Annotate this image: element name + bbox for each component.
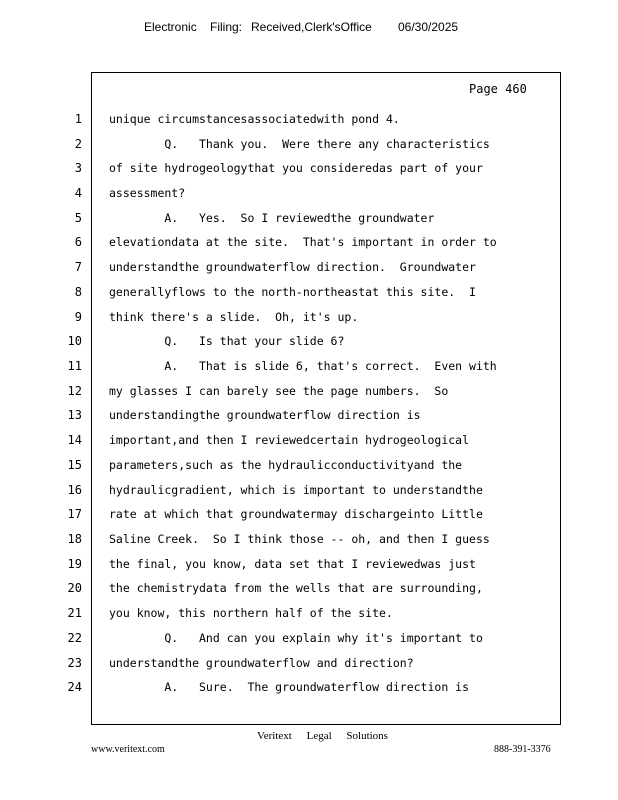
line-number: 23 bbox=[67, 656, 82, 670]
filing-header bbox=[0, 20, 618, 36]
line-text: Saline Creek. So I think those -- oh, and then I guess bbox=[109, 532, 490, 546]
line-text: of site hydrogeologythat you consideredas part of your bbox=[109, 161, 483, 175]
line-text: think there's a slide. Oh, it's up. bbox=[109, 310, 359, 324]
line-text: understandthe groundwaterflow and direction? bbox=[109, 656, 414, 670]
line-number: 17 bbox=[67, 507, 82, 521]
line-text: the chemistrydata from the wells that are surrounding, bbox=[109, 581, 483, 595]
filing-received: Received,Clerk'sOffice bbox=[251, 20, 372, 34]
line-number: 24 bbox=[67, 680, 82, 694]
line-number: 8 bbox=[74, 285, 82, 299]
line-text: A. Yes. So I reviewedthe groundwater bbox=[109, 211, 435, 225]
line-text: you know, this northern half of the site. bbox=[109, 606, 393, 620]
line-number: 22 bbox=[67, 631, 82, 645]
line-text: Q. And can you explain why it's important to bbox=[109, 631, 483, 645]
line-number: 21 bbox=[67, 606, 82, 620]
line-number: 13 bbox=[67, 408, 82, 422]
line-text: important,and then I reviewedcertain hydrogeological bbox=[109, 433, 470, 447]
line-number: 19 bbox=[67, 557, 82, 571]
filing-date: 06/30/2025 bbox=[398, 20, 459, 34]
line-number: 14 bbox=[67, 433, 82, 447]
line-text: the final, you know, data set that I reviewedwas just bbox=[109, 557, 476, 571]
filing-electronic: Electronic bbox=[144, 20, 197, 34]
line-text: understandthe groundwaterflow direction. Groundwater bbox=[109, 260, 476, 274]
line-text: assessment? bbox=[109, 186, 186, 200]
line-text: Q. Is that your slide 6? bbox=[109, 334, 345, 348]
line-number: 9 bbox=[74, 310, 82, 324]
line-text: my glasses I can barely see the page numbers. So bbox=[109, 384, 449, 398]
line-text: A. Sure. The groundwaterflow direction is bbox=[109, 680, 470, 694]
page-number: Page 460 bbox=[469, 82, 527, 96]
footer-brand-solutions: Solutions bbox=[346, 730, 388, 742]
line-number: 6 bbox=[74, 235, 82, 249]
line-number: 2 bbox=[74, 137, 82, 151]
line-number: 10 bbox=[67, 334, 82, 348]
line-text: rate at which that groundwatermay dischargeinto Little bbox=[109, 507, 483, 521]
line-text: hydraulicgradient, which is important to understandthe bbox=[109, 483, 483, 497]
footer-website: www.veritext.com bbox=[91, 744, 165, 755]
line-number: 7 bbox=[74, 260, 82, 274]
line-text: generallyflows to the north-northeastat this site. I bbox=[109, 285, 476, 299]
line-number: 15 bbox=[67, 458, 82, 472]
line-text: understandingthe groundwaterflow direction is bbox=[109, 408, 421, 422]
line-number: 5 bbox=[74, 211, 82, 225]
footer-brand-veritext: Veritext bbox=[257, 730, 292, 742]
footer-brand-legal: Legal bbox=[306, 730, 332, 742]
line-text: Q. Thank you. Were there any characteristics bbox=[109, 137, 490, 151]
line-number: 1 bbox=[74, 112, 82, 126]
line-text: unique circumstancesassociatedwith pond 4. bbox=[109, 112, 400, 126]
line-text: A. That is slide 6, that's correct. Even with bbox=[109, 359, 497, 373]
line-text: elevationdata at the site. That's important in order to bbox=[109, 235, 497, 249]
line-number: 12 bbox=[67, 384, 82, 398]
line-number: 16 bbox=[67, 483, 82, 497]
line-number: 4 bbox=[74, 186, 82, 200]
line-number: 3 bbox=[74, 161, 82, 175]
line-text: parameters,such as the hydraulicconductivityand the bbox=[109, 458, 463, 472]
filing-label: Filing: bbox=[210, 20, 243, 34]
line-number: 18 bbox=[67, 532, 82, 546]
line-number: 20 bbox=[67, 581, 82, 595]
footer-phone: 888-391-3376 bbox=[494, 744, 551, 755]
line-number: 11 bbox=[67, 359, 82, 373]
footer-brand bbox=[0, 730, 618, 742]
